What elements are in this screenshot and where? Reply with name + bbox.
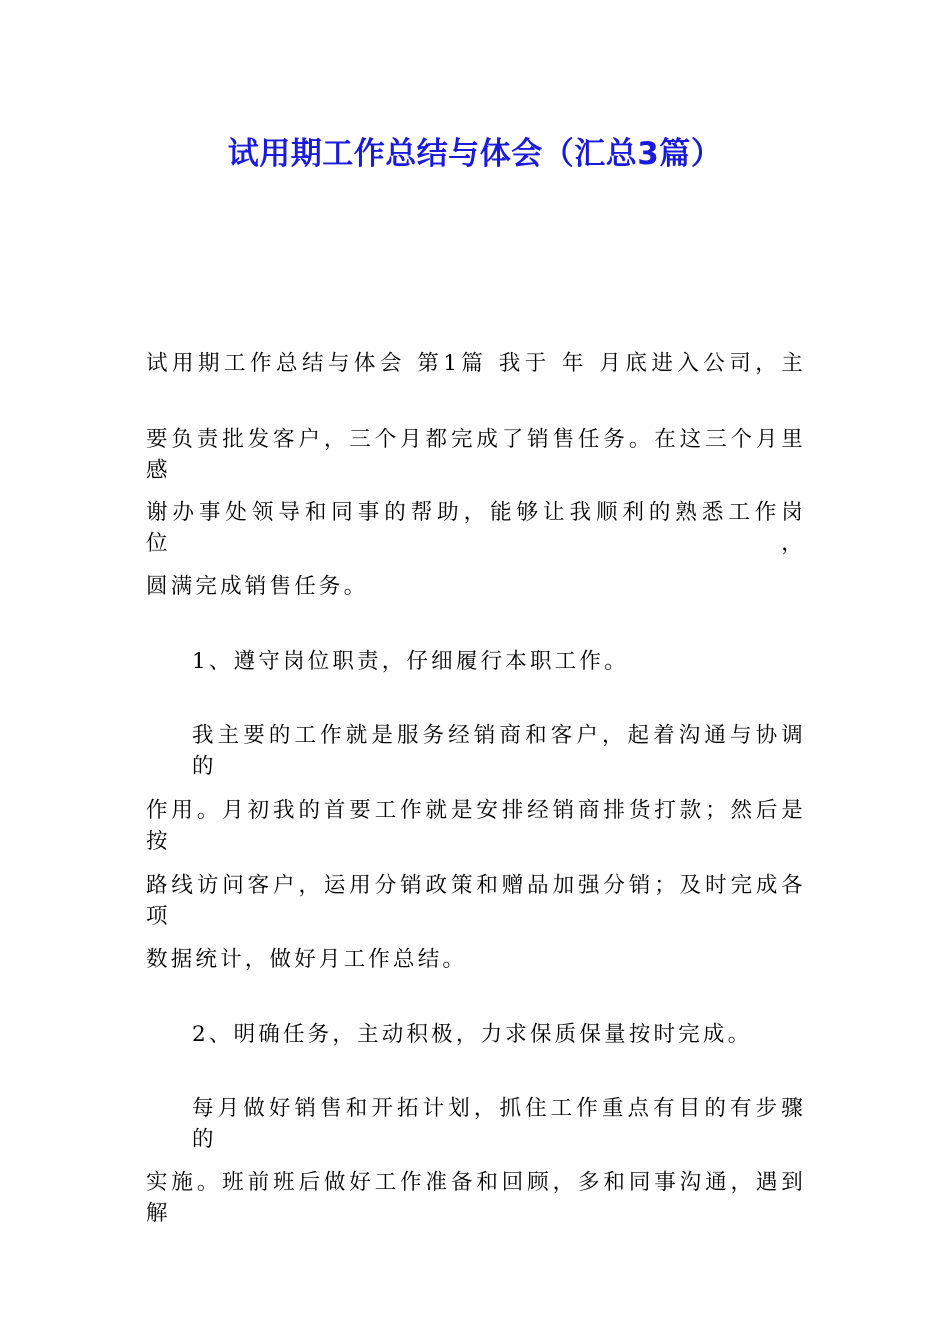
paragraph-line: 路线访问客户，运用分销政策和赠品加强分销；及时完成各项 [146, 873, 806, 929]
paragraph-line: 作用。月初我的首要工作就是安排经销商排货打款；然后是按 [146, 798, 806, 854]
section-heading: 1、遵守岗位职责，仔细履行本职工作。 [192, 649, 629, 674]
paragraph-line: 圆满完成销售任务。 [146, 574, 369, 599]
paragraph-line: 谢办事处领导和同事的帮助，能够让我顺利的熟悉工作岗位， [146, 500, 806, 556]
document-title: 试用期工作总结与体会（汇总3篇） [227, 136, 723, 172]
section-heading: 2、明确任务，主动积极，力求保质保量按时完成。 [192, 1022, 753, 1047]
paragraph-line: 试用期工作总结与体会 第1篇 我于 年 月底进入公司，主 [146, 351, 806, 376]
paragraph-line: 要负责批发客户，三个月都完成了销售任务。在这三个月里感 [146, 427, 806, 483]
paragraph-line: 数据统计，做好月工作总结。 [146, 947, 468, 972]
paragraph-line: 我主要的工作就是服务经销商和客户，起着沟通与协调的 [192, 723, 806, 779]
paragraph-line: 每月做好销售和开拓计划，抓住工作重点有目的有步骤的 [192, 1096, 806, 1152]
paragraph-line: 实施。班前班后做好工作准备和回顾，多和同事沟通，遇到解 [146, 1170, 806, 1226]
